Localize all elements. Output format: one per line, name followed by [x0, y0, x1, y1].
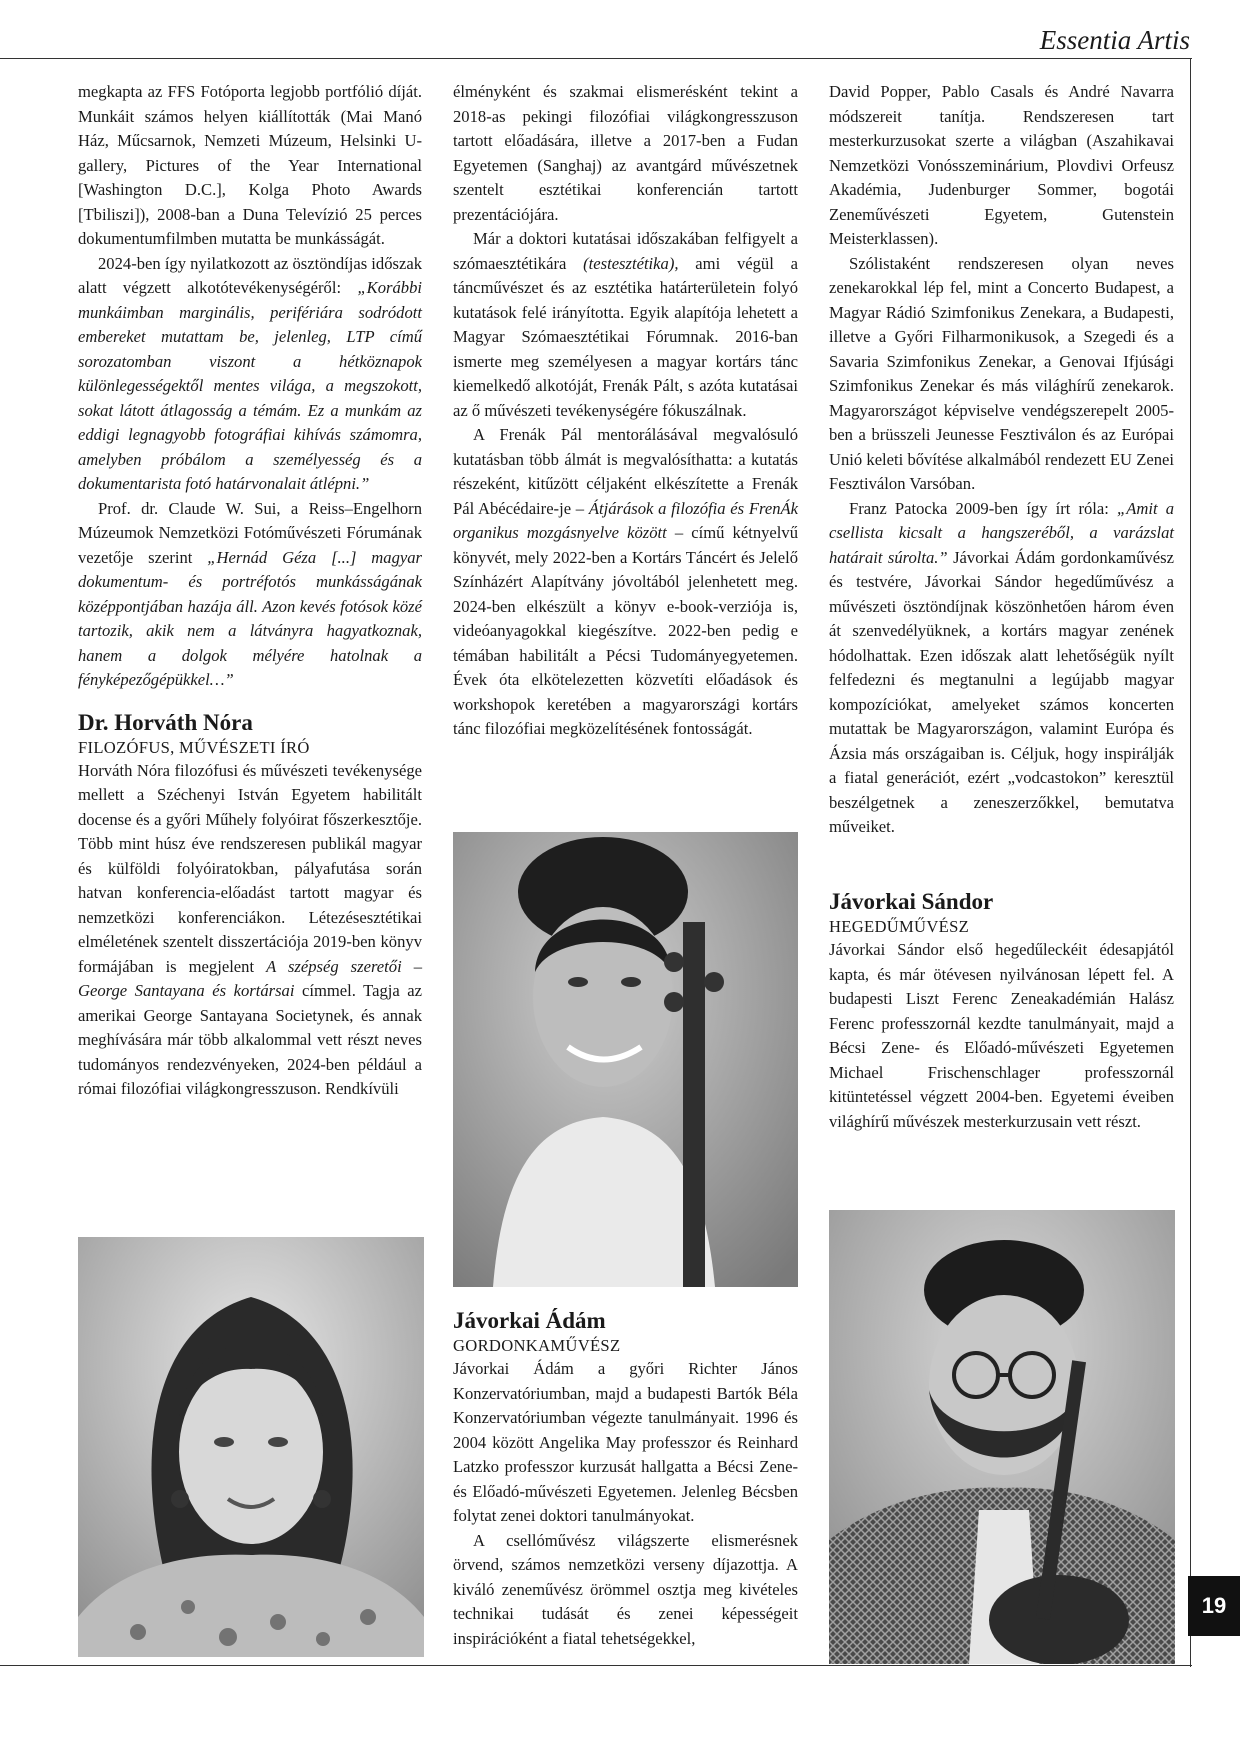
paragraph: Franz Patocka 2009-ben így írt róla: „Amit a csellista kicsalt a hangszeréből, a varázslat határait súrolta.” Jávorkai Ádám gordonkaművész és testvére, Jávorkai Sándor hegedűművész a művészeti ösztöndíjnak köszönhetően három éven át szenvedélyüknek, a kortárs magyar zenének hódolhattak. Ezen időszak alatt lehetőségük nyílt felfedezni és megtanulni a legújabb magyar kompozíciókat, amelyeket számos koncerten mutattak be Magyarországon, valamint Európa és Ázsia más országaiban is. Céljuk, hogy inspirálják a fiatal generációt, ezért „vodcastokon” keresztül beszélgetnek a zeneszerzőkkel, bemutatva műveiket. — [829, 498, 1175, 836]
page-number: 19 — [1188, 1576, 1240, 1636]
paragraph: Jávorkai Ádám a győri Richter János Konzervatóriumban, majd a budapesti Bartók Béla Konzervatóriumban végezte tanulmányait. 1996 és 2004 között Angelika May professzor és Reinhard Latzko professzor kurzusát hallgatta a Bécsi Zene- és Előadó-művészeti Egyetemen. Jelenleg Bécsben folytat zenei doktori tanulmányokat. — [453, 1359, 798, 1525]
paragraph: élményként és szakmai elismerésként tekint a 2018-as pekingi filozófiai világkongresszuson tartott előadására, illetve a 2017-ben a Fudan Egyetemen (Sanghaj) az avantgárd művészetnek szentelt esztétikai konferencián tartott prezentációjára. — [453, 82, 798, 224]
running-head: Essentia Artis — [1039, 25, 1190, 55]
quote: „Korábbi munkáimban marginális, perifériára sodródott embereket mutattam be, jelenleg, LTP című sorozatomban viszont a hétköznapok különlegességektől mentes világa, a megszokott, sokat látott átlagosság a témám. Ez a munkám az eddigi legnagyobb fotográfiai kihívás számomra, amelyben próbálom a személyesség és a dokumentarista fotó határvonalait átlépni.” — [78, 278, 422, 493]
paragraph: David Popper, Pablo Casals és André Navarra módszereit tanítja. Rendszeresen tart mesterkurzusokat szerte a világban (Aszahikavai Nemzetközi Vonósszeminárium, Plovdivi Orfeusz Akadémia, Judenburger Sommer, bogotái Zeneművészeti Egyetem, Gutenstein Meisterklassen). — [829, 82, 1174, 248]
section-heading: Dr. Horváth Nóra — [78, 709, 253, 735]
column-1 — [78, 80, 422, 1102]
section-heading: Jávorkai Sándor — [829, 889, 994, 914]
section-subtitle: GORDONKAMŰVÉSZ — [453, 1336, 621, 1355]
book-title: A szépség szeretői – George Santayana és kortársai — [78, 956, 422, 1000]
paragraph: Jávorkai Sándor első hegedűleckéit édesapjától kapta, és már ötévesen nyilvánosan lépett fel. A budapesti Liszt Ferenc Zeneakadémián Halász Ferenc professzornál kezdte tanulmányait, majd a Bécsi Zene- és Előadó-művészeti Egyetemen Michael Frischenschlager professzornál kitüntetéssel végzett 2004-ben. Egyetemi éveiben világhírű művészek mesterkurzusain vett részt. — [829, 940, 1174, 1131]
cellist-portrait-photo — [453, 832, 798, 1287]
section-heading: Jávorkai Ádám — [453, 1308, 606, 1333]
quote: „Hernád Géza [...] magyar dokumentum- és portréfotós munkásságának középpontjában hazája áll. Azon kevés fotósok közé tartozik, akik nem a látványra hagyatkoznak, hanem a dolgok mélyére hatolnak a fényképezőgépükkel…” — [78, 547, 423, 689]
column-2 — [453, 80, 798, 742]
violinist-portrait-photo — [829, 1210, 1175, 1664]
portrait-photo — [78, 1237, 424, 1657]
section-subtitle: HEGEDŰMŰVÉSZ — [829, 917, 970, 936]
top-rule — [0, 58, 1192, 59]
book-title: Átjárások a filozófia és FrenÁk organikus mozgásnyelve között — [453, 498, 798, 542]
paragraph: A csellóművész világszerte elismerésnek örvend, számos nemzetközi verseny díjazottja. A kiváló zeneművész örömmel osztja meg kivételes technikai tudását és zenei képességeit inspirációként a fiatal tehetségekkel, — [453, 1530, 798, 1648]
paragraph: A Frenák Pál mentorálásával megvalósuló kutatásban több álmát is megvalósíthatta: a kutatás részeként, kitűzött céljaként elkészítette a Frenák Pál Abécédaire-je – Átjárások a filozófia és FrenÁk organikus mozgásnyelve között – című kétnyelvű könyvét, mely 2022-ben a Kortárs Táncért és Jelelő Színházért Alapítvány jóvoltából jelenhetett meg. 2024-ben elkészült a könyv e-book-verziója is, videóanyagokkal kiegészítve. 2022-ben pedig e témában habilitált a Pécsi Tudományegyetemen. Évek óta elkötelezetten közvetíti előadások és workshopok keretében a magyarországi kortárs tánc filozófiai megközelítésének fontosságát. — [453, 425, 798, 738]
bottom-rule — [0, 1665, 1192, 1666]
right-rule — [1190, 58, 1191, 1667]
column-3-lower — [829, 888, 1174, 1134]
paragraph: Szólistaként rendszeresen olyan neves zenekarokkal lép fel, mint a Concerto Budapest, a Magyar Rádió Szimfonikus Zenekara, a Budapesti, illetve a Győri Filharmonikusok, a Szegedi és a Savaria Szimfonikus Zenekar, a Genovai Ifjúsági Szimfonikus Zenekar és más világhírű zenekarok. Magyarországot képviselve vendégszerepelt 2005-ben a brüsszeli Jeunesse Fesztiválon és az Európai Unió keleti bővítése alkalmából rendezett EU Zenei Fesztiválon Varsóban. — [829, 253, 1174, 493]
section-subtitle: FILOZÓFUS, MŰVÉSZETI ÍRÓ — [78, 737, 310, 757]
paragraph: Már a doktori kutatásai időszakában felfigyelt a szómaesztétikára (testesztétika), ami végül a táncművészet és az esztétika határterületein folyó kutatások felé irányította. Egyik alapítója lehetett a Magyar Szómaesztétikai Fórumnak. 2016-ban ismerte meg személyesen a magyar kortárs tánc kiemelkedő alkotóját, Frenák Pált, s azóta kutatásai az ő művészeti tevékenységére fókuszálnak. — [453, 229, 798, 420]
paragraph: megkapta az FFS Fotóporta legjobb portfólió díját. Munkáit számos helyen kiállították (Mai Manó Ház, Műcsarnok, Nemzeti Múzeum, Helsinki U-gallery, Pictures of the Year International [Washington D.C.], Kolga Photo Awards [Tbiliszi]), 2008-ban a Duna Televízió 25 perces dokumentumfilmben mutatta be munkásságát. — [78, 82, 422, 248]
quote: „Amit a csellista kicsalt a hangszeréből, a varázslat határait súrolta.” — [829, 498, 1175, 567]
paragraph: 2024-ben így nyilatkozott az ösztöndíjas időszak alatt végzett alkotótevékenységéről: „Korábbi munkáimban marginális, perifériára sodródott embereket mutattam be, jelenleg, LTP című sorozatomban viszont a hétköznapok különlegességektől mentes világa, a megszokott, sokat látott átlagosság a témám. Ez a munkám az eddigi legnagyobb fotográfiai kihívás számomra, amelyben próbálom a személyesség és a dokumentarista fotó határvonalait átlépni.” — [78, 253, 422, 493]
paragraph: Horváth Nóra filozófusi és művészeti tevékenysége mellett a Széchenyi István Egyetem habilitált docense és a győri Műhely folyóirat főszerkesztője. Több mint húsz éve rendszeresen publikál magyar és külföldi folyóiratokban, pályafutása során hatvan konferencia-előadást tartott magyar és nemzetközi konferenciákon. Létezésesztétikai elméletének szentelt disszertációja 2019-ben könyv formájában is megjelent A szépség szeretői – George Santayana és kortársai címmel. Tagja az amerikai George Santayana Societynek, és annak meghívására már több alkalommal vett részt neves tudományos rendezvényeken, 2024-ben például a római filozófiai világkongresszuson. Rendkívüli — [78, 760, 422, 1098]
paragraph: Prof. dr. Claude W. Sui, a Reiss–Engelhorn Múzeumok Nemzetközi Fotóművészeti Fórumának vezetője szerint „Hernád Géza [...] magyar dokumentum- és portréfotós munkásságának középpontjában hazája áll. Azon kevés fotósok közé tartozik, akik nem a látványra hagyatkoznak, hanem a dolgok mélyére hatolnak a fényképezőgépükkel…” — [78, 498, 423, 689]
column-2-lower — [453, 1307, 798, 1651]
column-3 — [829, 80, 1174, 840]
